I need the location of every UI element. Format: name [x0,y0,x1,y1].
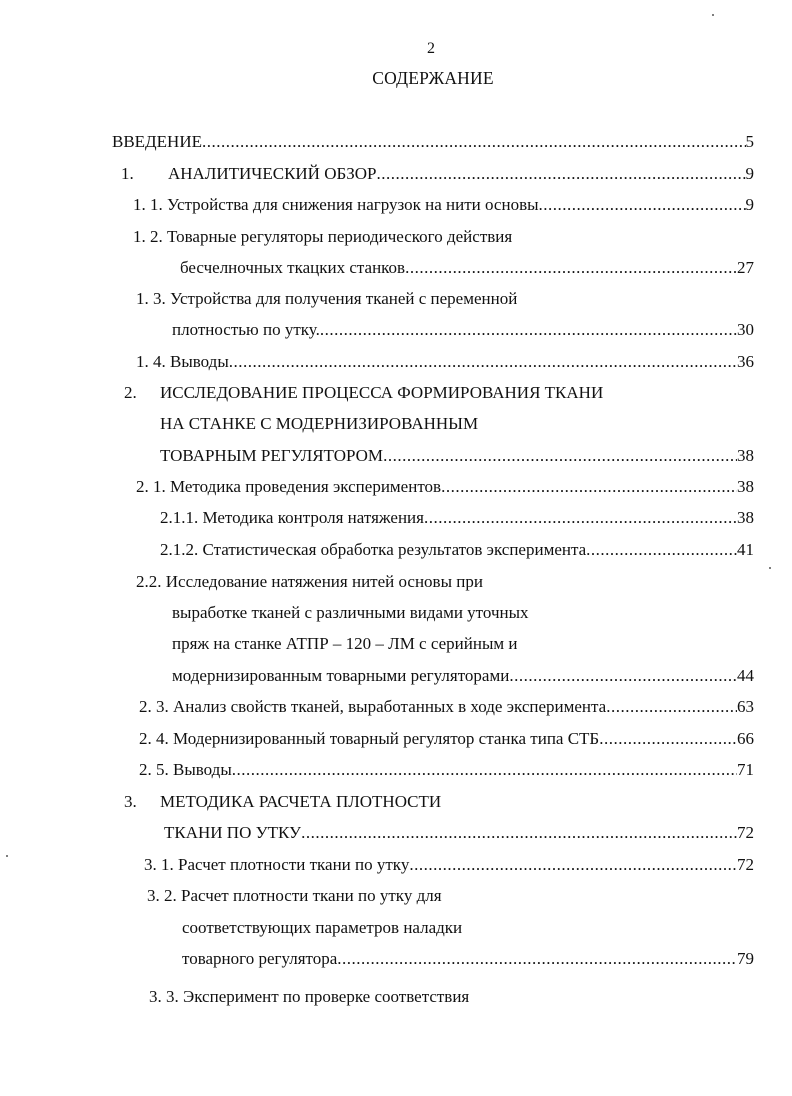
toc-section-number: 2. [124,383,137,402]
toc-leader [202,130,746,154]
toc-entry-2-3 [139,695,754,719]
toc-leader [424,506,737,530]
toc-label: 2. 1. Методика проведения экспериментов [136,477,442,496]
toc-entry-1-2 [180,256,754,280]
toc-entry-section-3 [164,821,754,845]
toc-leader [320,318,737,342]
toc-entry-1-2-line1: 1. 2. Товарные регуляторы периодического действия [133,227,513,246]
toc-leader [599,727,737,751]
toc-entry-section-2-line1: ИССЛЕДОВАНИЕ ПРОЦЕССА ФОРМИРОВАНИЯ ТКАНИ [160,383,604,402]
scan-speck [6,855,8,857]
toc-label: товарного регулятора [182,949,338,968]
toc-section-number: 3. [124,792,137,811]
toc-label: 2. 4. Модернизированный товарный регулятор станка типа СТБ [139,729,600,748]
toc-page: 9 [745,195,754,214]
toc-label: ТОВАРНЫМ РЕГУЛЯТОРОМ [160,446,384,465]
toc-entry-2-4 [139,727,754,751]
toc-entry-3-2-line1: 3. 2. Расчет плотности ткани по утку для [147,886,442,905]
toc-entry-3-2-line2: соответствующих параметров наладки [182,918,463,937]
toc-entry-2-2-line3: пряж на станке АТПР – 120 – ЛМ с серийным и [172,634,518,653]
toc-entry-1-4 [136,350,754,374]
toc-section-number: 1. [121,164,134,183]
toc-page: 44 [737,666,754,685]
toc-page: 38 [737,508,754,527]
toc-page: 71 [737,760,754,779]
toc-entry-1-3 [172,318,754,342]
toc-page: 72 [737,823,754,842]
toc-page: 36 [737,352,754,371]
toc-page: 9 [745,164,754,183]
toc-label: АНАЛИТИЧЕСКИЙ ОБЗОР [168,164,377,183]
toc-entry-intro [112,130,754,154]
toc-page: 38 [737,477,754,496]
toc-entry-2-1-1 [160,506,754,530]
toc-entry-2-1 [136,475,754,499]
toc-entry-2-2-line2: выработке тканей с различными видами уточных [172,603,529,622]
toc-leader [229,350,737,374]
toc-leader [586,538,737,562]
toc-entry-2-1-2 [160,538,754,562]
toc-leader [337,947,737,971]
toc-label: 1. 4. Выводы [136,352,229,371]
toc-page: 30 [737,320,754,339]
page-number: 2 [427,40,435,57]
toc-entry-2-2-line1: 2.2. Исследование натяжения нитей основы при [136,572,483,591]
toc-page: 66 [737,729,754,748]
toc-leader [441,475,737,499]
toc-leader [377,162,746,186]
scan-speck [712,14,714,16]
toc-entry-3-3-line1: 3. 3. Эксперимент по проверке соответствия [149,987,470,1006]
toc-page: 38 [737,446,754,465]
toc-entry-3-1 [144,853,754,877]
scan-speck [769,567,771,569]
toc-page: 27 [737,258,754,277]
toc-leader [232,758,737,782]
toc-leader [301,821,737,845]
toc-entry-section-1 [168,162,754,186]
toc-label: 2.1.1. Методика контроля натяжения [160,508,424,527]
page-title: СОДЕРЖАНИЕ [372,68,494,88]
toc-page: 5 [745,132,754,151]
toc-label: 2. 5. Выводы [139,760,232,779]
toc-leader [409,853,737,877]
toc-label: 2.1.2. Статистическая обработка результатов эксперимента [160,540,587,559]
toc-entry-2-2 [172,664,754,688]
toc-entry-section-3-line1: МЕТОДИКА РАСЧЕТА ПЛОТНОСТИ [160,792,442,811]
toc-page: 41 [737,540,754,559]
toc-label: 3. 1. Расчет плотности ткани по утку [144,855,410,874]
toc-entry-1-1 [133,193,754,217]
toc-label: ТКАНИ ПО УТКУ [164,823,302,842]
toc-entry-section-2-line2: НА СТАНКЕ С МОДЕРНИЗИРОВАННЫМ [160,414,479,433]
toc-leader [383,444,737,468]
toc-label: плотностью по утку. [172,320,320,339]
toc-leader [606,695,737,719]
toc-label: модернизированным товарными регуляторами [172,666,510,685]
toc-leader [539,193,746,217]
toc-page: 72 [737,855,754,874]
toc-entry-1-3-line1: 1. 3. Устройства для получения тканей с переменной [136,289,518,308]
toc-page: 79 [737,949,754,968]
toc-entry-section-2 [160,444,754,468]
toc-entry-3-2 [182,947,754,971]
toc-entry-2-5 [139,758,754,782]
toc-label: ВВЕДЕНИЕ [112,132,202,151]
toc-label: 2. 3. Анализ свойств тканей, выработанных в ходе эксперимента [139,697,607,716]
toc-label: бесчелночных ткацких станков [180,258,406,277]
toc-leader [509,664,737,688]
toc-label: 1. 1. Устройства для снижения нагрузок на нити основы [133,195,539,214]
toc-page: 63 [737,697,754,716]
toc-leader [405,256,737,280]
